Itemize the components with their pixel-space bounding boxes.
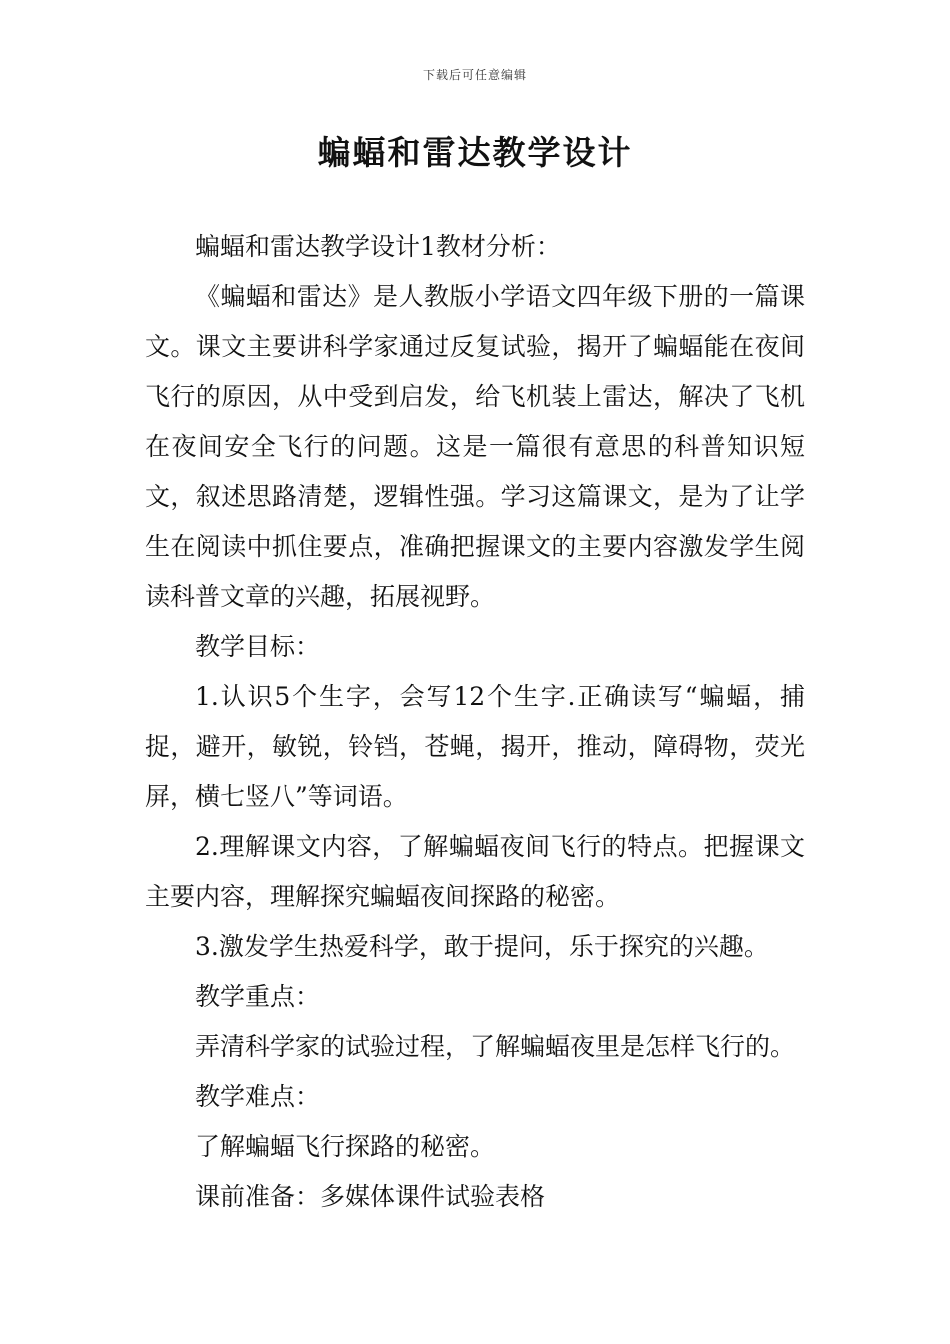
paragraph-intro-heading: 蝙蝠和雷达教学设计1教材分析： [195, 232, 561, 261]
paragraph-goal-3: 3.激发学生热爱科学，敢于提问，乐于探究的兴趣。 [195, 932, 769, 961]
paragraph-goal-2: 2.理解课文内容，了解蝙蝠夜间飞行的特点。把握课文主要内容，理解探究蝙蝠夜间探路的秘密。 [145, 832, 805, 911]
header-note: 下载后可任意编辑 [422, 68, 527, 82]
document-body [145, 222, 805, 1222]
document-title: 蝙蝠和雷达教学设计 [317, 133, 633, 172]
paragraph-goal-1: 1.认识5个生字，会写12个生字.正确读写“蝙蝠，捕捉，避开，敏锐，铃铛，苍蝇，揭开，推动，障碍物，荧光屏，横七竖八”等词语。 [145, 682, 805, 811]
paragraph-key-points-heading: 教学重点： [195, 982, 321, 1011]
paragraph-key-points: 弄清科学家的试验过程，了解蝙蝠夜里是怎样飞行的。 [195, 1032, 796, 1061]
paragraph-analysis: 《蝙蝠和雷达》是人教版小学语文四年级下册的一篇课文。课文主要讲科学家通过反复试验，揭开了蝙蝠能在夜间飞行的原因，从中受到启发，给飞机装上雷达，解决了飞机在夜间安全飞行的问题。这是一篇很有意思的科普知识短文，叙述思路清楚，逻辑性强。学习这篇课文，是为了让学生在阅读中抓住要点，准确把握课文的主要内容激发学生阅读科普文章的兴趣，拓展视野。 [145, 282, 805, 611]
paragraph-difficulty-heading: 教学难点： [195, 1082, 321, 1111]
paragraph-difficulty: 了解蝙蝠飞行探路的秘密。 [195, 1132, 496, 1161]
paragraph-goals-heading: 教学目标： [195, 632, 321, 661]
paragraph-preparation: 课前准备：多媒体课件试验表格 [195, 1182, 546, 1211]
